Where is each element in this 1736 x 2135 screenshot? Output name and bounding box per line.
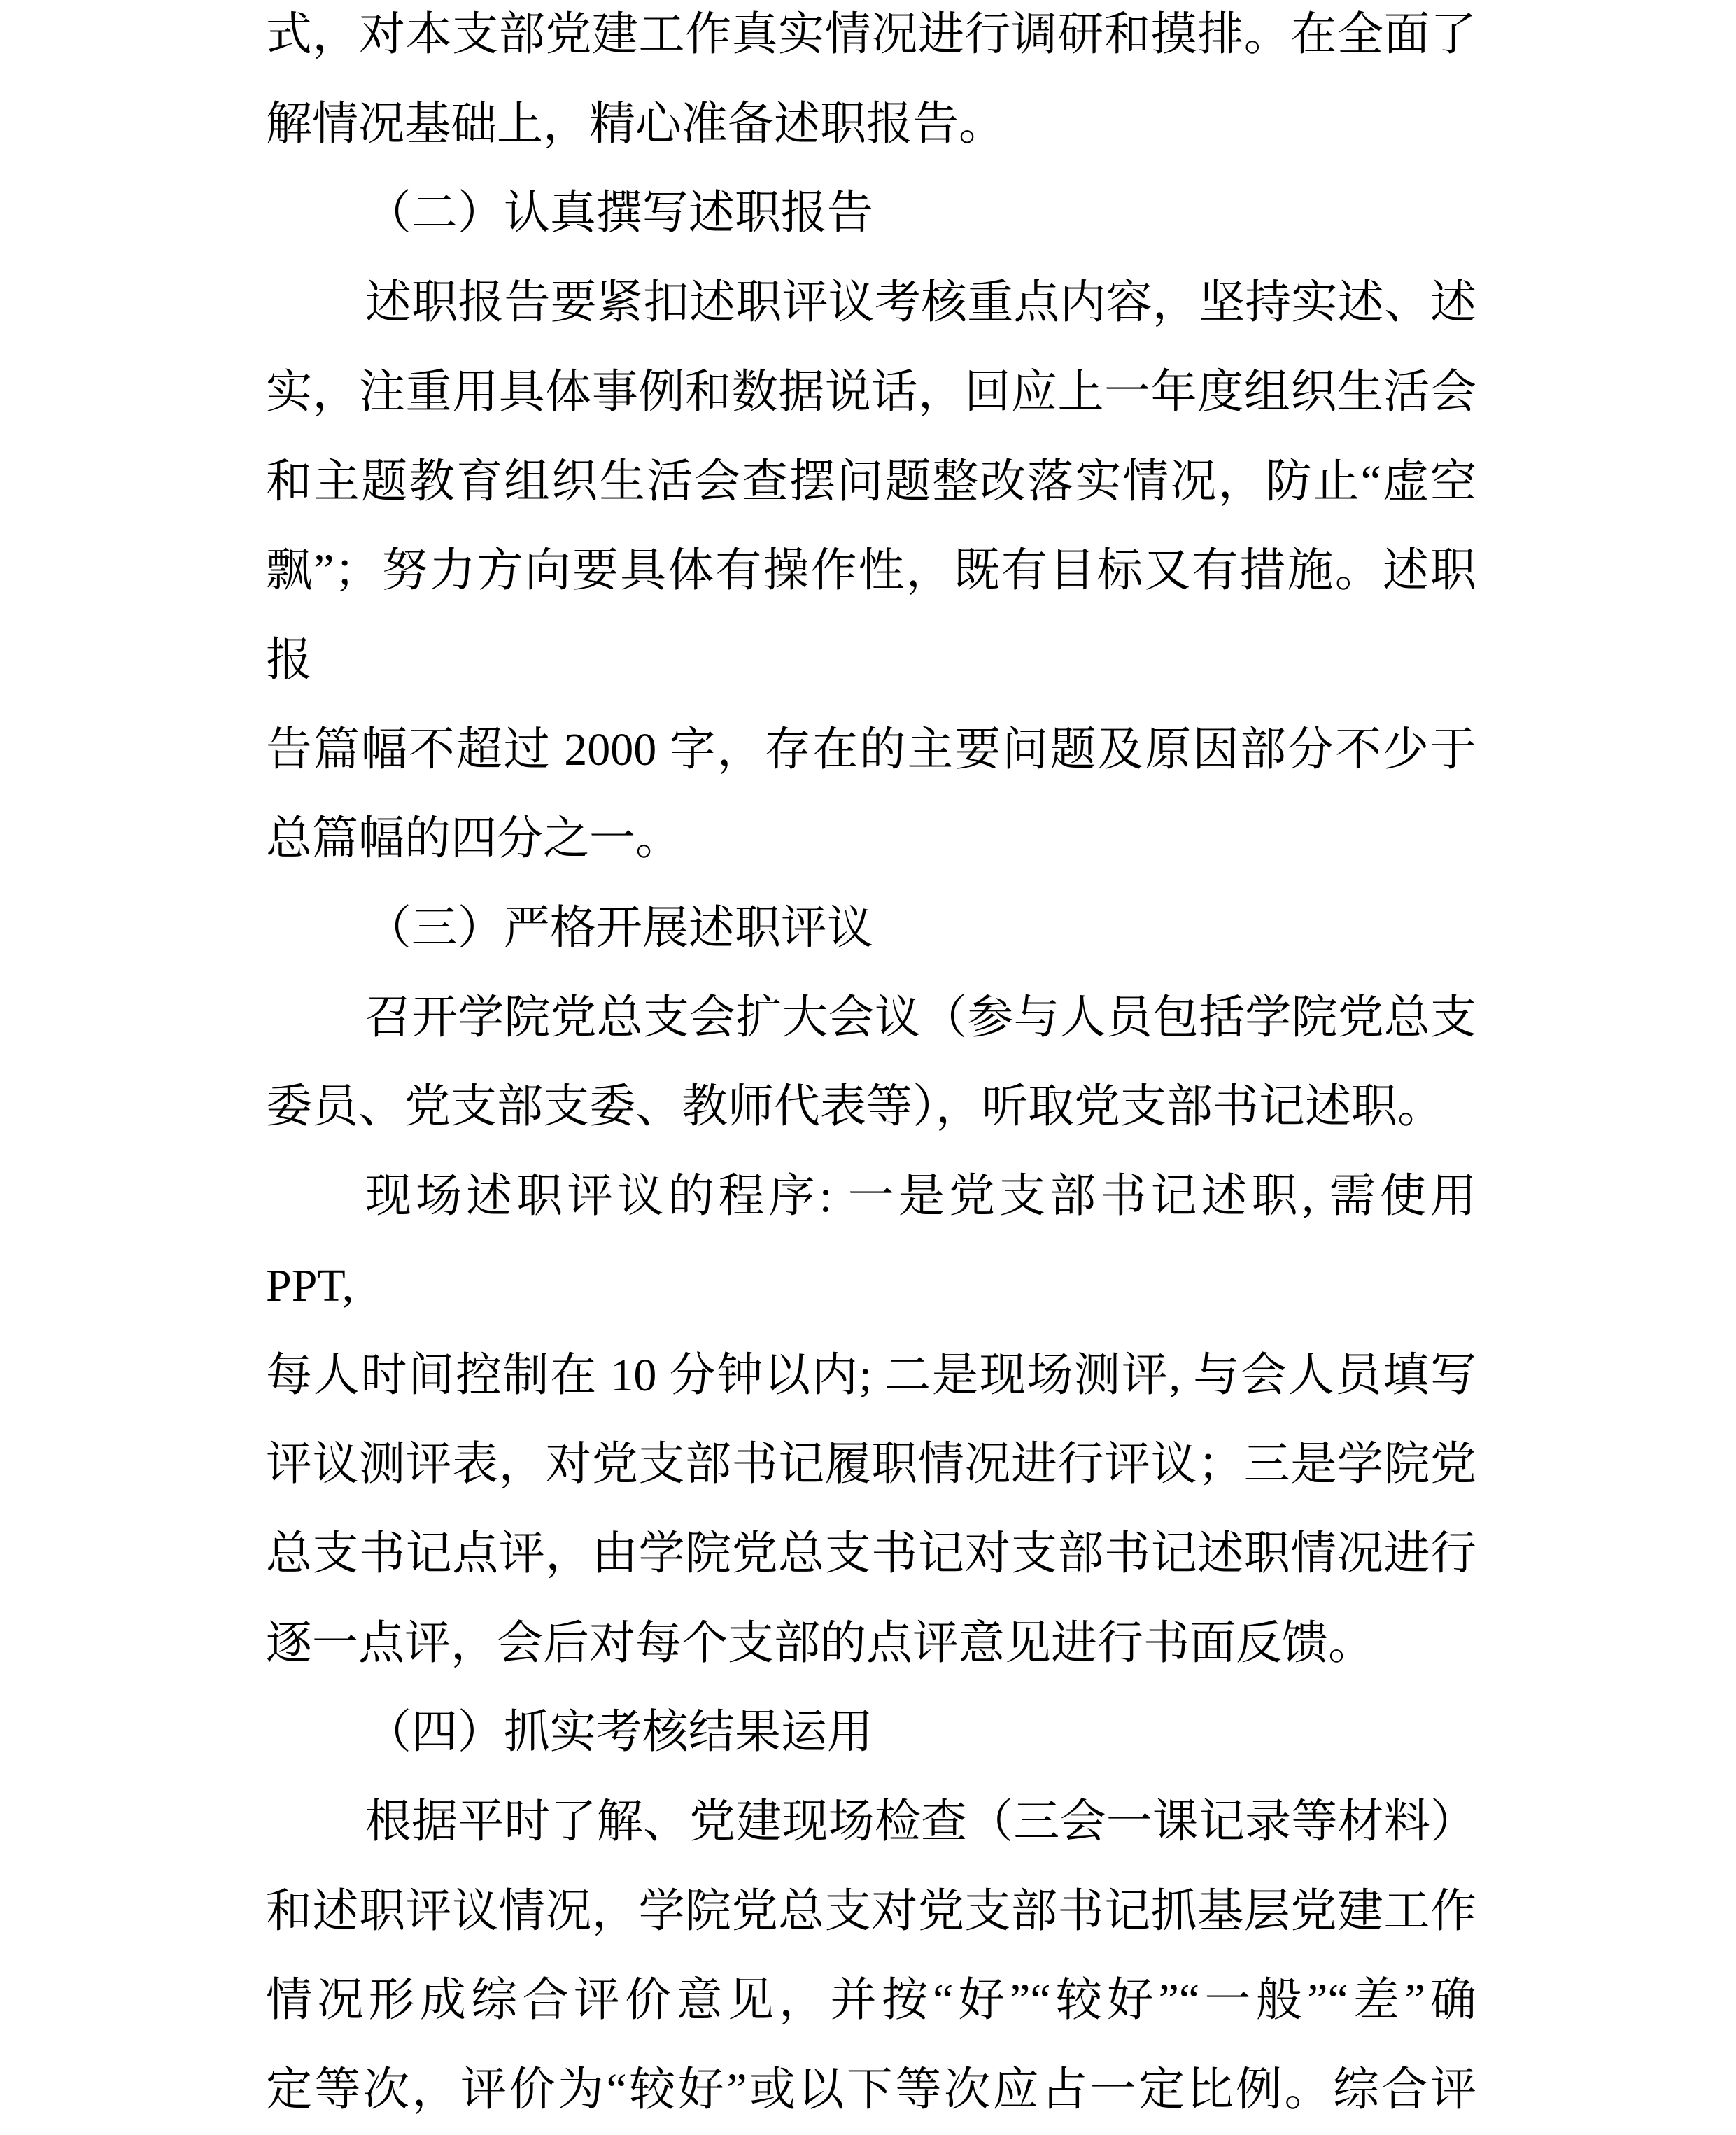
text-line: 根据平时了解、党建现场检查（三会一课记录等材料） <box>365 1796 1476 1848</box>
text-line: （四）抓实考核结果运用 <box>365 1707 873 1759</box>
text-line: 飘”；努力方向要具体有操作性，既有目标又有措施。述职报 <box>266 545 1476 686</box>
text-line: （二）认真撰写述职报告 <box>365 188 873 239</box>
document-body <box>266 0 1476 2135</box>
text-line: 委员、党支部支委、教师代表等），听取党支部书记述职。 <box>266 1081 1444 1133</box>
text-line: 告篇幅不超过 2000 字，存在的主要问题及原因部分不少于 <box>266 724 1476 775</box>
text-line: 式，对本支部党建工作真实情况进行调研和摸排。在全面了 <box>266 9 1476 60</box>
text-line: 解情况基础上，精心准备述职报告。 <box>266 98 1005 150</box>
text-line: 评议测评表，对党支部书记履职情况进行评议；三是学院党 <box>266 1439 1476 1491</box>
text-line: 召开学院党总支会扩大会议（参与人员包括学院党总支 <box>365 992 1476 1043</box>
text-line: 总篇幅的四分之一。 <box>266 813 682 865</box>
text-line: 总支书记点评，由学院党总支书记对支部书记述职情况进行 <box>266 1528 1476 1579</box>
text-line: 定等次，评价为“较好”或以下等次应占一定比例。综合评 <box>266 2064 1476 2116</box>
text-line: 现场述职评议的程序: 一是党支部书记述职, 需使用 PPT, <box>266 1171 1476 1311</box>
text-line: 和述职评议情况，学院党总支对党支部书记抓基层党建工作 <box>266 1885 1476 1937</box>
text-line: （三）严格开展述职评议 <box>365 903 873 954</box>
text-line: 情况形成综合评价意见，并按“好”“较好”“一般”“差”确 <box>266 1975 1476 2027</box>
text-line: 逐一点评，会后对每个支部的点评意见进行书面反馈。 <box>266 1617 1374 1669</box>
text-line: 每人时间控制在 10 分钟以内; 二是现场测评, 与会人员填写 <box>266 1349 1476 1401</box>
text-line: 实，注重用具体事例和数据说话，回应上一年度组织生活会 <box>266 366 1476 418</box>
text-line: 和主题教育组织生活会查摆问题整改落实情况，防止“虚空 <box>266 456 1476 507</box>
text-line: 述职报告要紧扣述职评议考核重点内容，坚持实述、述 <box>365 277 1476 329</box>
